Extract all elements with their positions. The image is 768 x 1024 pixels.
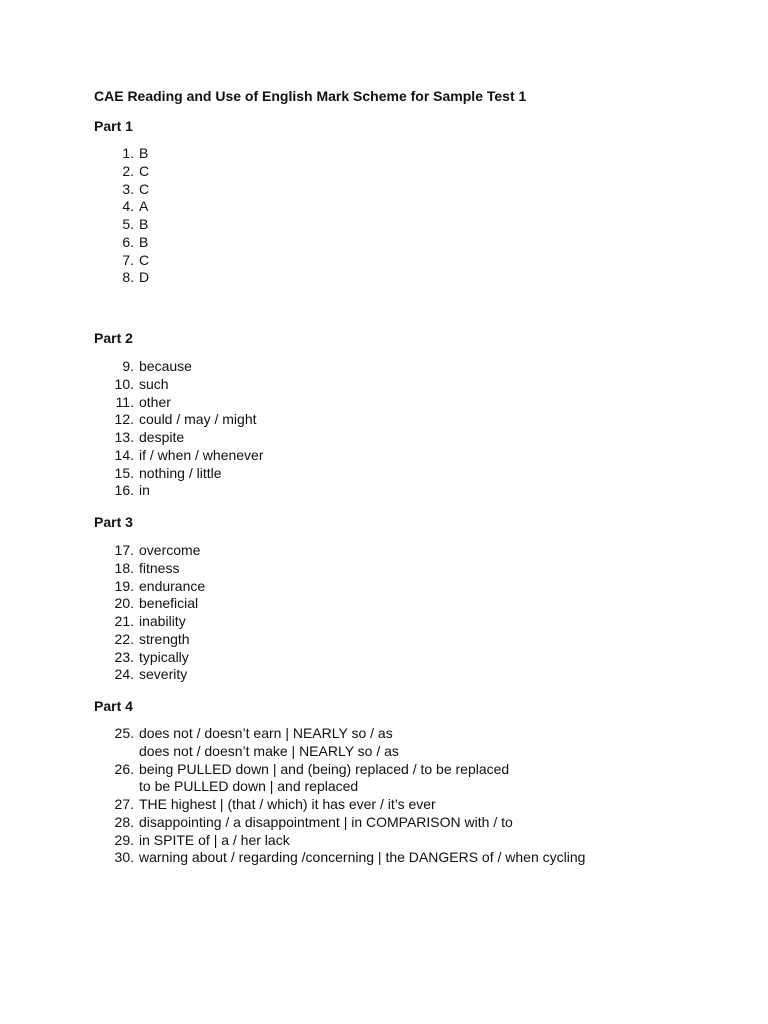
part-3-heading: Part 3 <box>94 514 133 530</box>
question-number: 24. <box>114 666 134 683</box>
question-number: 17. <box>114 542 134 558</box>
question-number: 23. <box>114 648 134 665</box>
question-number: 2. <box>122 162 134 179</box>
answer-text: B <box>139 216 149 232</box>
question-number: 1. <box>122 145 134 161</box>
question-number: 8. <box>122 269 134 286</box>
answer-text: strength <box>139 630 190 647</box>
answer-text: beneficial <box>139 595 199 612</box>
answer-text: other <box>139 393 171 410</box>
question-number: 22. <box>114 630 134 647</box>
answer-text: does not / doesn’t earn | NEARLY so / as <box>139 725 393 741</box>
answer-text: inability <box>139 613 186 629</box>
alternative-answer-text: to be PULLED down | and replaced <box>139 778 359 795</box>
answer-text: C <box>139 162 150 179</box>
alternative-answer-text: does not / doesn’t make | NEARLY so / as <box>139 742 399 759</box>
answer-text: in SPITE of | a / her lack <box>139 831 290 848</box>
answer-text: could / may / might <box>139 411 257 428</box>
question-number: 4. <box>122 198 134 215</box>
answer-text: C <box>139 251 150 268</box>
part-4-heading: Part 4 <box>94 698 133 714</box>
question-number: 16. <box>114 482 134 499</box>
answer-text: endurance <box>139 577 206 594</box>
question-number: 15. <box>114 464 134 481</box>
answer-text: typically <box>139 648 189 665</box>
question-number: 12. <box>114 411 134 428</box>
question-number: 9. <box>122 358 134 374</box>
question-number: 30. <box>114 849 134 866</box>
question-number: 26. <box>114 760 134 777</box>
question-number: 10. <box>114 375 134 392</box>
answer-text: nothing / little <box>139 464 222 481</box>
answer-text: being PULLED down | and (being) replaced / to be replaced <box>139 760 510 777</box>
answer-text: because <box>139 358 192 374</box>
question-number: 11. <box>115 393 134 410</box>
question-number: 21. <box>114 613 134 629</box>
question-number: 20. <box>114 595 134 612</box>
answer-text: D <box>139 269 150 286</box>
part-1-heading: Part 1 <box>94 118 133 134</box>
answer-text: warning about / regarding /concerning | the DANGERS of / when cycling <box>139 849 586 866</box>
question-number: 3. <box>122 180 134 197</box>
answer-text: in <box>139 482 150 499</box>
answer-text: despite <box>139 429 185 445</box>
answer-text: THE highest | (that / which) it has ever / it’s ever <box>139 796 436 812</box>
answer-text: such <box>139 375 169 392</box>
question-number: 19. <box>114 577 134 594</box>
question-number: 27. <box>114 796 134 812</box>
answer-text: A <box>139 198 149 215</box>
question-number: 5. <box>122 216 134 232</box>
answer-text: if / when / whenever <box>139 446 264 463</box>
answer-text: severity <box>139 666 188 683</box>
answer-text: C <box>139 180 150 197</box>
question-number: 13. <box>114 429 134 445</box>
question-number: 18. <box>114 559 134 576</box>
answer-text: fitness <box>139 559 180 576</box>
question-number: 7. <box>122 251 134 268</box>
part-2-heading: Part 2 <box>94 330 133 346</box>
document-title: CAE Reading and Use of English Mark Scheme for Sample Test 1 <box>94 88 527 104</box>
answer-text: overcome <box>139 542 201 558</box>
answer-text: B <box>139 145 149 161</box>
question-number: 6. <box>122 233 134 250</box>
question-number: 28. <box>114 813 134 830</box>
question-number: 25. <box>114 725 134 741</box>
question-number: 29. <box>114 831 134 848</box>
answer-text: disappointing / a disappointment | in COMPARISON with / to <box>139 813 513 830</box>
answer-text: B <box>139 233 149 250</box>
question-number: 14. <box>114 446 134 463</box>
